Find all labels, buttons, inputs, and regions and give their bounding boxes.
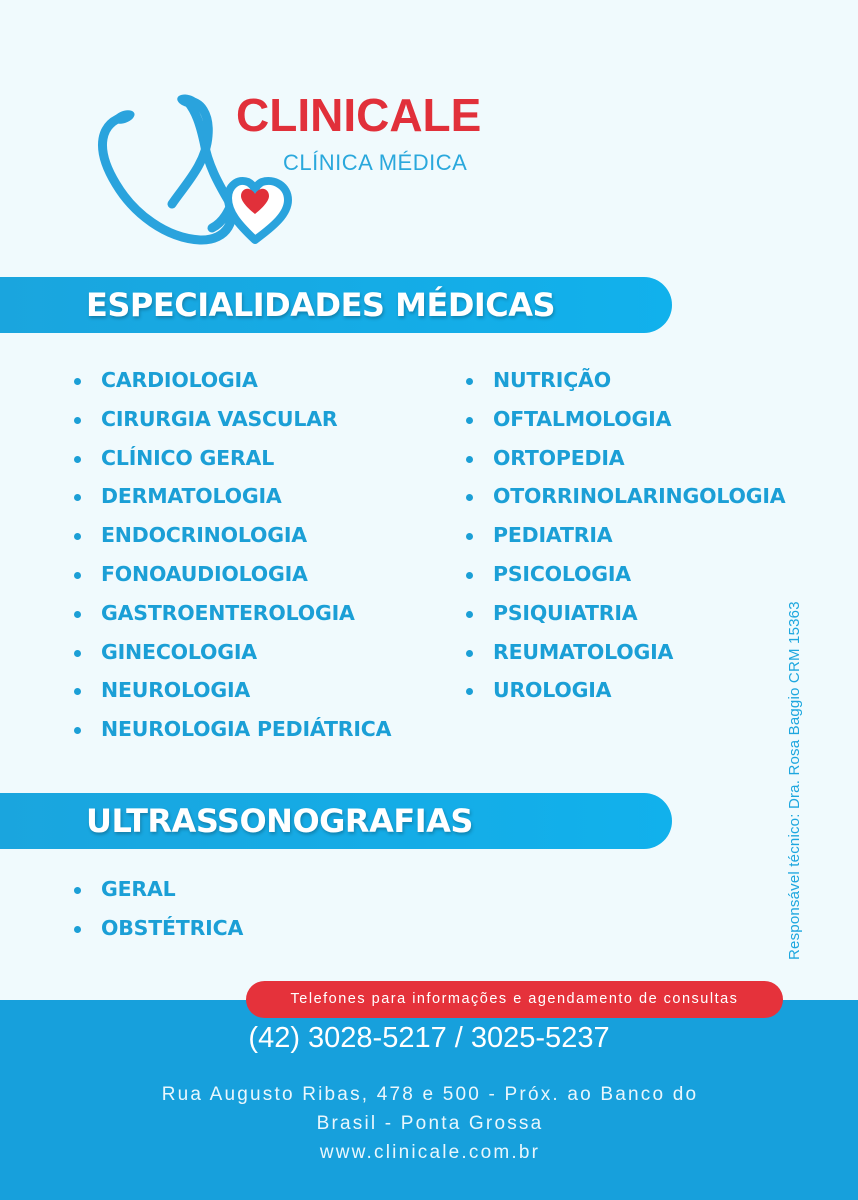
specialties-list-right <box>466 361 785 710</box>
list-item: OFTALMOLOGIA <box>466 400 785 439</box>
list-item: OTORRINOLARINGOLOGIA <box>466 477 785 516</box>
list-item: ENDOCRINOLOGIA <box>74 516 391 555</box>
list-item: PEDIATRIA <box>466 516 785 555</box>
list-item: FONOAUDIOLOGIA <box>74 555 391 594</box>
ultrasound-title: ULTRASSONOGRAFIAS <box>86 802 473 840</box>
ultrasound-list <box>74 870 243 948</box>
address-block <box>110 1080 750 1167</box>
list-item: NEUROLOGIA PEDIÁTRICA <box>74 710 391 749</box>
list-item: PSIQUIATRIA <box>466 594 785 633</box>
technical-responsible-note: Responsável técnico: Dra. Rosa Baggio CRM 15363 <box>786 601 803 960</box>
ultrasound-header-bar <box>0 793 672 849</box>
brand-name: CLINICALE <box>236 89 482 141</box>
list-item: PSICOLOGIA <box>466 555 785 594</box>
brand-subtitle: CLÍNICA MÉDICA <box>283 150 468 175</box>
list-item: REUMATOLOGIA <box>466 633 785 672</box>
list-item: CIRURGIA VASCULAR <box>74 400 391 439</box>
heart-icon <box>240 188 270 216</box>
specialties-list-left <box>74 361 391 749</box>
list-item: GASTROENTEROLOGIA <box>74 594 391 633</box>
list-item: NEUROLOGIA <box>74 671 391 710</box>
list-item: NUTRIÇÃO <box>466 361 785 400</box>
list-item: OBSTÉTRICA <box>74 909 243 948</box>
address-line-1: Rua Augusto Ribas, 478 e 500 - Próx. ao Banco do <box>161 1084 699 1105</box>
list-item: UROLOGIA <box>466 671 785 710</box>
website-link[interactable]: www.clinicale.com.br <box>319 1142 541 1163</box>
clinic-logo <box>88 88 508 258</box>
specialties-header-bar <box>0 277 672 333</box>
list-item: CARDIOLOGIA <box>74 361 391 400</box>
phone-label-badge: Telefones para informações e agendamento de consultas <box>246 981 783 1018</box>
list-item: GERAL <box>74 870 243 909</box>
list-item: DERMATOLOGIA <box>74 477 391 516</box>
specialties-title: ESPECIALIDADES MÉDICAS <box>86 286 556 324</box>
list-item: GINECOLOGIA <box>74 633 391 672</box>
list-item: CLÍNICO GERAL <box>74 439 391 478</box>
list-item: ORTOPEDIA <box>466 439 785 478</box>
address-line-2: Brasil - Ponta Grossa <box>316 1113 544 1134</box>
phone-numbers: (42) 3028-5217 / 3025-5237 <box>248 1022 610 1054</box>
